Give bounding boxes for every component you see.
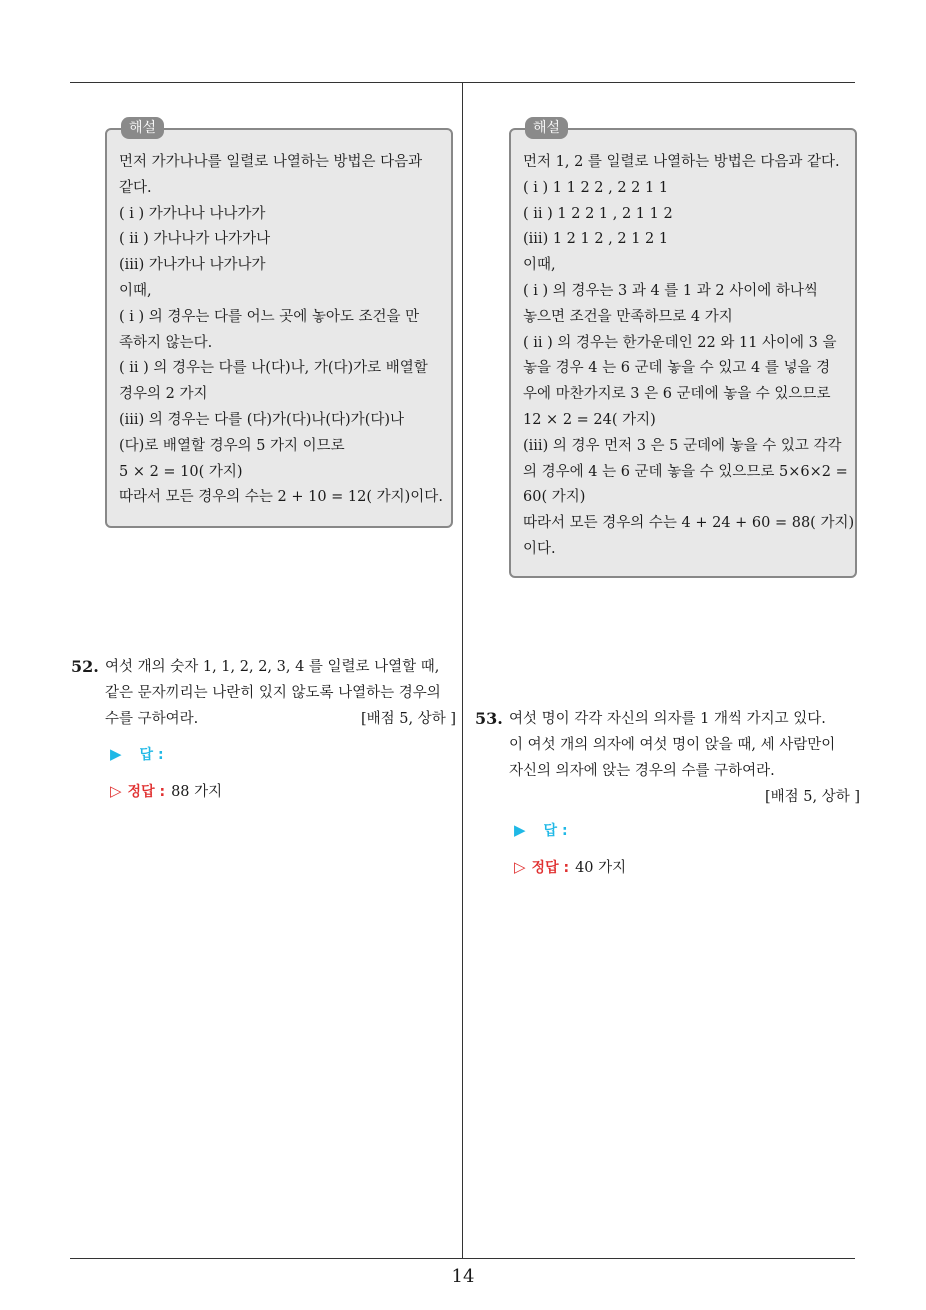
solution-line: 우에 마찬가지로 3 은 6 군데에 놓을 수 있으므로 (523, 386, 831, 403)
solution-line: 이때, (523, 257, 556, 274)
solution-line: 놓으면 조건을 만족하므로 4 가지 (523, 308, 733, 325)
solution-line: 이다. (523, 540, 556, 557)
correct-value: 40 가지 (575, 860, 627, 876)
answer-label: 답 : (139, 747, 164, 763)
problem-number: 53. (475, 709, 503, 728)
bottom-rule (70, 1258, 855, 1259)
outline-triangle-icon: ▷ (110, 781, 122, 800)
solution-line: 60( 가지) (523, 489, 586, 506)
solution-line: 먼저 1, 2 를 일렬로 나열하는 방법은 다음과 같다. (523, 154, 840, 170)
score-label: [배점 5, 상하 ] (360, 711, 456, 727)
solution-line: 따라서 모든 경우의 수는 2 + 10 = 12( 가지)이다. (119, 489, 443, 506)
column-divider (462, 82, 463, 1259)
problem-line: 수를 구하여라. (105, 711, 199, 727)
problem-52 (71, 654, 456, 732)
correct-label: 정답 : (531, 859, 570, 876)
problem-line: 이 여섯 개의 의자에 여섯 명이 앉을 때, 세 사람만이 (509, 737, 836, 753)
solution-line: ( i ) 가가나나 나나가가 (119, 205, 266, 222)
solution-line: 12 × 2 = 24( 가지) (523, 411, 656, 428)
solution-line: 의 경우에 4 는 6 군데 놓을 수 있으므로 5×6×2 = (523, 463, 848, 480)
solution-line: ( ii ) 의 경우는 다를 나(다)나, 가(다)가로 배열할 (119, 360, 428, 377)
answer-field[interactable] (110, 744, 164, 764)
problem-line: 여섯 개의 숫자 1, 1, 2, 2, 3, 4 를 일렬로 나열할 때, (105, 659, 440, 675)
solution-line: 경우의 2 가지 (119, 386, 208, 403)
correct-value: 88 가지 (171, 784, 223, 800)
solution-line: 먼저 가가나나를 일렬로 나열하는 방법은 다음과 (119, 154, 423, 170)
play-triangle-icon: ▶ (514, 821, 526, 839)
solution-line: 5 × 2 = 10( 가지) (119, 463, 243, 480)
solution-line: (iii) 1 2 1 2 , 2 1 2 1 (523, 231, 669, 248)
problem-line: 여섯 명이 각각 자신의 의자를 1 개씩 가지고 있다. (509, 711, 826, 727)
solution-line: ( i ) 1 1 2 2 , 2 2 1 1 (523, 179, 669, 196)
solution-line: ( ii ) 1 2 2 1 , 2 1 1 2 (523, 205, 673, 222)
solution-line: ( ii ) 의 경우는 한가운데인 22 와 11 사이에 3 을 (523, 334, 837, 351)
play-triangle-icon: ▶ (110, 745, 122, 763)
solution-tag: 해설 (525, 117, 568, 139)
solution-line: (다)로 배열할 경우의 5 가지 이므로 (119, 437, 345, 454)
problem-line: 자신의 의자에 앉는 경우의 수를 구하여라. (509, 763, 775, 779)
solution-line: (iii) 가나가나 나가나가 (119, 257, 266, 274)
solution-line: 놓을 경우 4 는 6 군데 놓을 수 있고 4 를 넣을 경 (523, 360, 831, 377)
correct-answer (514, 856, 626, 877)
problem-line: 같은 문자끼리는 나란히 있지 않도록 나열하는 경우의 (105, 685, 441, 701)
solution-line: (iii) 의 경우는 다를 (다)가(다)나(다)가(다)나 (119, 411, 405, 428)
right-solution-box (509, 120, 857, 578)
solution-line: ( i ) 의 경우는 3 과 4 를 1 과 2 사이에 하나씩 (523, 282, 818, 299)
solution-line: 같다. (119, 179, 152, 196)
problem-number: 52. (71, 657, 99, 676)
solution-line: ( ii ) 가나나가 나가가나 (119, 231, 271, 248)
left-solution-box (105, 120, 453, 528)
answer-label: 답 : (543, 823, 568, 839)
correct-answer (110, 780, 222, 801)
solution-line: ( i ) 의 경우는 다를 어느 곳에 놓아도 조건을 만 (119, 308, 420, 325)
solution-line: 이때, (119, 282, 152, 299)
outline-triangle-icon: ▷ (514, 857, 526, 876)
solution-line: 족하지 않는다. (119, 334, 213, 351)
score-label: [배점 5, 상하 ] (764, 789, 860, 805)
solution-line: 따라서 모든 경우의 수는 4 + 24 + 60 = 88( 가지) (523, 515, 855, 532)
solution-line: (iii) 의 경우 먼저 3 은 5 군데에 놓을 수 있고 각각 (523, 437, 842, 454)
correct-label: 정답 : (127, 783, 166, 800)
solution-tag: 해설 (121, 117, 164, 139)
answer-field[interactable] (514, 820, 568, 840)
problem-53 (475, 706, 860, 810)
page-number: 14 (451, 1266, 475, 1287)
